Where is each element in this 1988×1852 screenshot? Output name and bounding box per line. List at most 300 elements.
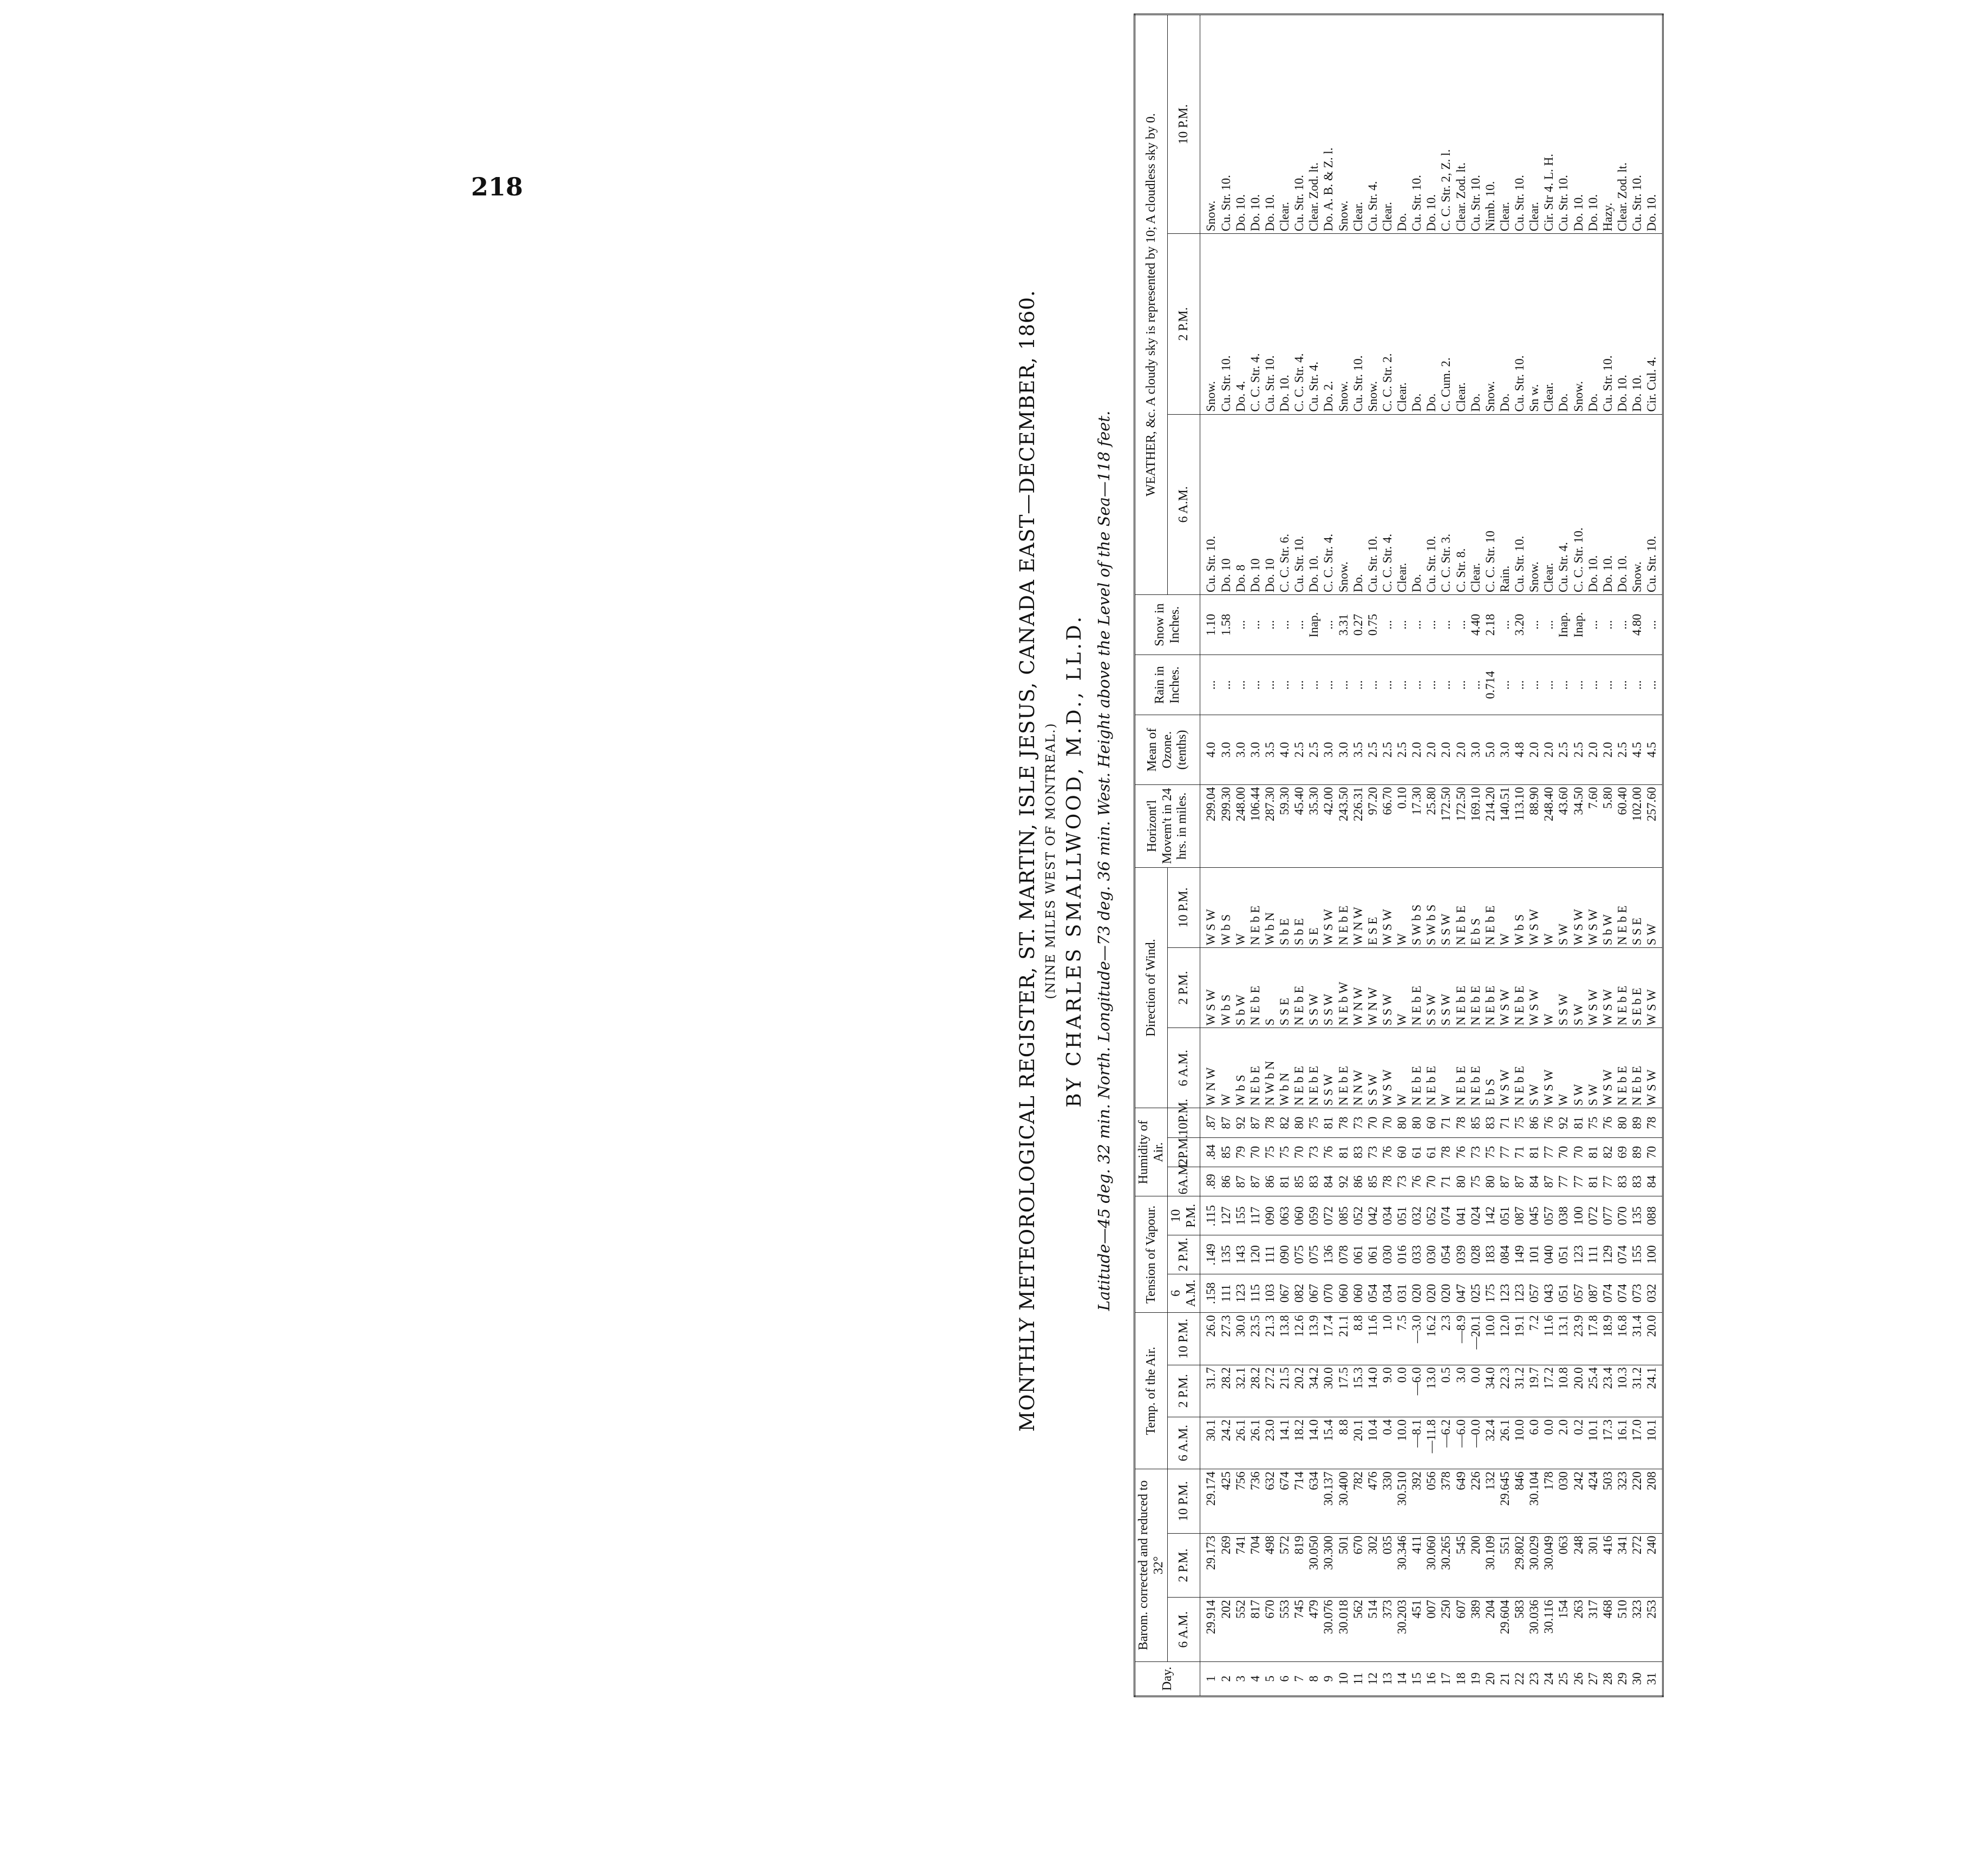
table-cell: 020	[1438, 1274, 1453, 1313]
table-cell: 299.04	[1200, 784, 1219, 867]
table-cell: 30.060	[1424, 1533, 1438, 1598]
table-cell: ...	[1409, 655, 1424, 715]
table-cell: ...	[1248, 595, 1263, 655]
table-cell: Clear. Zod. lt.	[1306, 15, 1321, 234]
table-cell: W N W	[1365, 948, 1380, 1028]
table-cell: 3.0	[1248, 715, 1263, 784]
table-cell: 3.0	[1497, 715, 1512, 784]
table-cell: 87	[1248, 1167, 1263, 1196]
table-row	[1497, 15, 1512, 1697]
table-cell: Clear.	[1380, 15, 1395, 234]
table-cell: 86	[1527, 1108, 1541, 1137]
table-cell: 103	[1263, 1274, 1277, 1313]
table-cell: Do. 10	[1248, 414, 1263, 594]
table-cell: 9.0	[1380, 1365, 1395, 1417]
table-cell: W N W	[1200, 1028, 1219, 1108]
table-cell: 501	[1336, 1533, 1351, 1598]
table-cell: 10.8	[1556, 1365, 1571, 1417]
table-cell: 087	[1512, 1196, 1527, 1235]
table-cell: Cu. Str. 10.	[1512, 414, 1527, 594]
header-wind-6am: 6 A.M.	[1168, 1028, 1200, 1108]
table-cell: 2.5	[1380, 715, 1395, 784]
table-cell: 81	[1527, 1137, 1541, 1167]
table-cell: 061	[1365, 1235, 1380, 1274]
table-cell: C. C. Str. 4.	[1321, 414, 1336, 594]
table-cell: Do. 10.	[1600, 414, 1615, 594]
table-cell: 30.400	[1336, 1469, 1351, 1534]
table-cell: 3.0	[1336, 715, 1351, 784]
table-row	[1306, 15, 1321, 1697]
table-cell: N E b W	[1336, 948, 1351, 1028]
table-cell: 172.50	[1438, 784, 1453, 867]
table-cell: 2.0	[1541, 715, 1556, 784]
table-cell: Clear.	[1541, 234, 1556, 414]
table-cell: 087	[1586, 1274, 1600, 1313]
table-row	[1527, 15, 1541, 1697]
table-cell: 072	[1321, 1196, 1336, 1235]
table-cell: 73	[1351, 1108, 1365, 1137]
table-cell: 149	[1512, 1235, 1527, 1274]
table-cell: 6.0	[1527, 1417, 1541, 1469]
table-cell: Snow.	[1336, 234, 1351, 414]
table-cell: 71	[1438, 1108, 1453, 1137]
table-cell: N E b E	[1292, 1028, 1306, 1108]
table-cell: ...	[1556, 655, 1571, 715]
table-cell: 7.60	[1586, 784, 1600, 867]
table-cell: 85	[1292, 1167, 1306, 1196]
table-cell: 18.2	[1292, 1417, 1306, 1469]
table-cell: 553	[1277, 1598, 1292, 1662]
table-cell: Snow.	[1483, 234, 1497, 414]
header-vapour-2pm: 2 P.M.	[1168, 1235, 1200, 1274]
table-cell: 057	[1541, 1196, 1556, 1235]
table-cell: 4	[1248, 1661, 1263, 1696]
table-cell: 88.90	[1527, 784, 1541, 867]
table-cell: 2.5	[1615, 715, 1630, 784]
table-cell: 341	[1615, 1533, 1630, 1598]
table-cell: 0.27	[1351, 595, 1365, 655]
table-cell: 634	[1306, 1469, 1321, 1534]
table-cell: 074	[1615, 1274, 1630, 1313]
table-cell: 070	[1615, 1196, 1630, 1235]
table-cell: 70	[1248, 1137, 1263, 1167]
table-cell: 75	[1483, 1137, 1497, 1167]
table-cell: 26.0	[1200, 1313, 1219, 1365]
table-cell: 78	[1438, 1137, 1453, 1167]
table-cell: 3	[1233, 1661, 1248, 1696]
table-cell: 077	[1600, 1196, 1615, 1235]
table-cell: 051	[1395, 1196, 1409, 1235]
table-cell: 92	[1336, 1167, 1351, 1196]
table-cell: ...	[1615, 595, 1630, 655]
table-cell: 143	[1233, 1235, 1248, 1274]
table-cell: Cu. Str. 10.	[1292, 414, 1306, 594]
table-cell: S	[1263, 948, 1277, 1028]
table-cell: W S W	[1497, 1028, 1512, 1108]
table-cell: 416	[1600, 1533, 1615, 1598]
table-cell: 30.076	[1321, 1598, 1336, 1662]
table-cell: Cu. Str. 10.	[1644, 414, 1663, 594]
table-cell: 7.5	[1395, 1313, 1409, 1365]
table-cell: 70	[1380, 1108, 1395, 1137]
table-cell: 20.1	[1351, 1417, 1365, 1469]
table-cell: 35.30	[1306, 784, 1321, 867]
table-cell: Cu. Str. 10.	[1219, 15, 1233, 234]
table-cell: W S W	[1644, 948, 1663, 1028]
table-cell: 061	[1351, 1235, 1365, 1274]
table-cell: 051	[1497, 1196, 1512, 1235]
table-cell: Do. 10.	[1424, 15, 1438, 234]
table-cell: 86	[1263, 1167, 1277, 1196]
table-cell: 30.018	[1336, 1598, 1351, 1662]
table-cell: 031	[1395, 1274, 1409, 1313]
table-row	[1438, 15, 1453, 1697]
table-cell: N E b E	[1483, 867, 1497, 947]
table-cell: Do. 10.	[1571, 15, 1586, 234]
table-cell: 10.0	[1512, 1417, 1527, 1469]
table-cell: C. C. Str. 3.	[1438, 414, 1453, 594]
table-cell: Do. 4.	[1233, 234, 1248, 414]
table-cell: .115	[1200, 1196, 1219, 1235]
table-cell: 034	[1380, 1196, 1395, 1235]
table-cell: W	[1497, 867, 1512, 947]
table-cell: Cu. Str. 10.	[1512, 15, 1527, 234]
table-cell: 5.0	[1483, 715, 1497, 784]
table-cell: 287.30	[1263, 784, 1277, 867]
table-row	[1336, 15, 1351, 1697]
table-cell: 1	[1200, 1661, 1219, 1696]
table-cell: Do.	[1409, 414, 1424, 594]
table-cell: 142	[1483, 1196, 1497, 1235]
table-cell: 75	[1586, 1108, 1600, 1137]
table-cell: Clear. Zod. lt.	[1615, 15, 1630, 234]
table-cell: Clear.	[1527, 15, 1541, 234]
table-cell: W	[1233, 867, 1248, 947]
table-cell: 17.5	[1336, 1365, 1351, 1417]
table-cell: W S W	[1380, 867, 1395, 947]
table-cell: 70	[1365, 1108, 1380, 1137]
table-cell: 15	[1409, 1661, 1424, 1696]
table-cell: 070	[1321, 1274, 1336, 1313]
table-cell: ...	[1395, 595, 1409, 655]
table-cell: Clear.	[1395, 234, 1409, 414]
table-cell: 200	[1468, 1533, 1483, 1598]
table-cell: S S E	[1277, 948, 1292, 1028]
table-cell: Snow.	[1336, 414, 1351, 594]
table-cell: 253	[1644, 1598, 1663, 1662]
table-cell: W b S	[1512, 867, 1527, 947]
table-cell: 27.3	[1219, 1313, 1233, 1365]
header-ozone: Mean of Ozone. (tenths)	[1135, 715, 1200, 784]
table-cell: 79	[1233, 1137, 1248, 1167]
table-cell: Clear.	[1454, 234, 1468, 414]
table-cell: 272	[1630, 1533, 1644, 1598]
table-cell: 21	[1497, 1661, 1512, 1696]
table-cell: 2.5	[1571, 715, 1586, 784]
table-cell: 817	[1248, 1598, 1263, 1662]
table-cell: 80	[1615, 1108, 1630, 1137]
table-cell: 451	[1409, 1598, 1424, 1662]
table-cell: 77	[1541, 1137, 1556, 1167]
table-cell: 736	[1248, 1469, 1263, 1534]
table-cell: 81	[1586, 1137, 1600, 1167]
table-cell: 2.3	[1438, 1313, 1453, 1365]
table-cell: ...	[1233, 655, 1248, 715]
table-cell: 30	[1630, 1661, 1644, 1696]
table-cell: 0.0	[1541, 1417, 1556, 1469]
table-cell: 70	[1571, 1137, 1586, 1167]
table-cell: 87	[1219, 1108, 1233, 1137]
table-cell: 21.1	[1336, 1313, 1351, 1365]
table-cell: 27.2	[1263, 1365, 1277, 1417]
table-cell: W	[1395, 867, 1409, 947]
table-cell: —6.2	[1438, 1417, 1453, 1469]
table-cell: 269	[1219, 1533, 1233, 1598]
table-cell: 16	[1424, 1661, 1438, 1696]
table-cell: ...	[1321, 655, 1336, 715]
table-cell: ...	[1263, 655, 1277, 715]
header-horizontal-movement: Horizont'l Movem't in 24 hrs. in miles.	[1135, 784, 1200, 867]
table-cell: —20.1	[1468, 1313, 1483, 1365]
table-cell: 75	[1277, 1137, 1292, 1167]
table-cell: 063	[1277, 1196, 1292, 1235]
table-cell: W b N	[1277, 1028, 1292, 1108]
table-cell: 10	[1336, 1661, 1351, 1696]
table-cell: 23.9	[1571, 1313, 1586, 1365]
table-cell: N E b E	[1512, 948, 1527, 1028]
table-cell: ...	[1380, 595, 1395, 655]
table-row	[1586, 15, 1600, 1697]
table-cell: 29.914	[1200, 1598, 1219, 1662]
table-cell: Do.	[1586, 234, 1600, 414]
table-cell: Do.	[1468, 234, 1483, 414]
table-cell: Snow.	[1571, 234, 1586, 414]
table-cell: C. Cum. 2.	[1438, 234, 1453, 414]
table-cell: Do. 10.	[1306, 414, 1321, 594]
table-cell: 8	[1306, 1661, 1321, 1696]
table-cell: 81	[1321, 1108, 1336, 1137]
location-line: Latitude—45 deg. 32 min. North. Longitude—73 deg. 36 min. West. Height above the Level of the Sea—118 feet.	[1095, 410, 1113, 1311]
table-cell: W	[1395, 948, 1409, 1028]
table-cell: Cu. Str. 10.	[1292, 15, 1306, 234]
table-cell: N E b E	[1615, 1028, 1630, 1108]
table-cell: 43.60	[1556, 784, 1571, 867]
table-cell: 70	[1292, 1137, 1306, 1167]
table-cell: ...	[1512, 655, 1527, 715]
table-row	[1541, 15, 1556, 1697]
table-cell: Snow.	[1200, 234, 1219, 414]
table-cell: 030	[1380, 1235, 1395, 1274]
table-cell: 136	[1321, 1235, 1336, 1274]
table-cell: Do.	[1497, 234, 1512, 414]
table-cell: S W	[1556, 867, 1571, 947]
table-cell: Do. 10.	[1263, 15, 1277, 234]
table-cell: 30.0	[1233, 1313, 1248, 1365]
table-cell: N E b E	[1292, 948, 1306, 1028]
table-cell: 13.9	[1306, 1313, 1321, 1365]
table-cell: 248	[1571, 1533, 1586, 1598]
table-cell: W b N	[1263, 867, 1277, 947]
table-cell: ...	[1527, 655, 1541, 715]
table-cell: 78	[1263, 1108, 1277, 1137]
table-cell: 007	[1424, 1598, 1438, 1662]
table-cell: 84	[1644, 1167, 1663, 1196]
header-vapour-6am: 6 A.M.	[1168, 1274, 1200, 1313]
table-cell: 4.0	[1200, 715, 1219, 784]
table-cell: ...	[1600, 655, 1615, 715]
table-cell: W S W	[1541, 1028, 1556, 1108]
table-cell: 172.50	[1454, 784, 1468, 867]
table-cell: Snow.	[1336, 15, 1351, 234]
table-cell: S W b S	[1424, 867, 1438, 947]
table-cell: 2.0	[1556, 1417, 1571, 1469]
table-cell: 19	[1468, 1661, 1483, 1696]
table-cell: 71	[1497, 1108, 1512, 1137]
table-cell: S S W	[1438, 948, 1453, 1028]
table-cell: 13.8	[1277, 1313, 1292, 1365]
table-cell: .158	[1200, 1274, 1219, 1313]
table-cell: ...	[1263, 595, 1277, 655]
header-temp-6am: 6 A.M.	[1168, 1417, 1200, 1469]
table-cell: N E b E	[1468, 1028, 1483, 1108]
table-cell: 83	[1630, 1167, 1644, 1196]
header-vapour-tension: Tension of Vapour.	[1135, 1196, 1168, 1313]
table-cell: N E b E	[1248, 867, 1263, 947]
table-cell: 782	[1351, 1469, 1365, 1534]
table-cell: W	[1541, 867, 1556, 947]
table-cell: 29.174	[1200, 1469, 1219, 1534]
table-cell: 34.0	[1483, 1365, 1497, 1417]
table-cell: 75	[1306, 1108, 1321, 1137]
table-cell: 0.2	[1571, 1417, 1586, 1469]
table-cell: 063	[1556, 1533, 1571, 1598]
table-cell: 24.2	[1219, 1417, 1233, 1469]
table-cell: 054	[1365, 1274, 1380, 1313]
author-line: BY CHARLES SMALLWOOD, M.D., LL.D.	[1063, 614, 1085, 1108]
table-cell: Rain.	[1497, 414, 1512, 594]
table-cell: —11.8	[1424, 1417, 1438, 1469]
table-cell: ...	[1248, 655, 1263, 715]
table-cell: 28.2	[1248, 1365, 1263, 1417]
table-row	[1200, 15, 1219, 1697]
table-cell: 86	[1219, 1167, 1233, 1196]
table-cell: Cu. Str. 10.	[1600, 234, 1615, 414]
table-cell: 60	[1395, 1137, 1409, 1167]
table-cell: Cu. Str. 10.	[1219, 234, 1233, 414]
table-cell: 15.3	[1351, 1365, 1365, 1417]
table-cell: 226.31	[1351, 784, 1365, 867]
table-cell: 2.0	[1586, 715, 1600, 784]
table-cell: W	[1541, 948, 1556, 1028]
table-row	[1483, 15, 1497, 1697]
table-cell: 20.2	[1292, 1365, 1306, 1417]
table-cell: 115	[1248, 1274, 1263, 1313]
table-cell: 78	[1380, 1167, 1395, 1196]
table-cell: 13	[1380, 1661, 1395, 1696]
table-cell: ...	[1541, 595, 1556, 655]
table-cell: ...	[1200, 655, 1219, 715]
table-cell: 16.1	[1615, 1417, 1630, 1469]
table-cell: ...	[1630, 655, 1644, 715]
table-cell: 78	[1454, 1108, 1468, 1137]
table-cell: ...	[1424, 595, 1438, 655]
table-cell: ...	[1380, 655, 1395, 715]
table-cell: 204	[1483, 1598, 1497, 1662]
header-humidity-2pm: 2P.M.	[1168, 1137, 1200, 1167]
table-cell: Do. A. B. & Z. l.	[1321, 15, 1336, 234]
table-cell: N E b E	[1409, 948, 1424, 1028]
table-row	[1351, 15, 1365, 1697]
table-cell: 27	[1586, 1661, 1600, 1696]
table-row	[1512, 15, 1527, 1697]
table-row	[1409, 15, 1424, 1697]
table-cell: ...	[1277, 655, 1292, 715]
table-cell: ...	[1219, 655, 1233, 715]
table-cell: 73	[1306, 1137, 1321, 1167]
table-cell: E b S	[1483, 1028, 1497, 1108]
table-cell: ...	[1497, 655, 1512, 715]
table-cell: 0.5	[1438, 1365, 1453, 1417]
table-cell: 498	[1263, 1533, 1277, 1598]
table-cell: 572	[1277, 1533, 1292, 1598]
table-cell: 80	[1454, 1167, 1468, 1196]
table-cell: 3.31	[1336, 595, 1351, 655]
table-cell: 562	[1351, 1598, 1365, 1662]
table-cell: 23.5	[1248, 1313, 1263, 1365]
table-cell: 8.8	[1336, 1417, 1351, 1469]
table-cell: 23	[1527, 1661, 1541, 1696]
table-cell: 670	[1263, 1598, 1277, 1662]
table-cell: 80	[1409, 1108, 1424, 1137]
table-cell: 8.8	[1351, 1313, 1365, 1365]
table-cell: S b W	[1233, 948, 1248, 1028]
table-cell: Do.	[1351, 414, 1365, 594]
table-cell: 23.0	[1263, 1417, 1277, 1469]
table-cell: 71	[1512, 1137, 1527, 1167]
table-cell: ...	[1454, 595, 1468, 655]
table-cell: Clear.	[1395, 414, 1409, 594]
table-cell: 030	[1424, 1235, 1438, 1274]
table-cell: 7	[1292, 1661, 1306, 1696]
table-cell: W	[1395, 1028, 1409, 1108]
table-cell: Cu. Str. 10.	[1409, 15, 1424, 234]
table-cell: Sn w.	[1527, 234, 1541, 414]
table-cell: 75	[1468, 1167, 1483, 1196]
table-row	[1454, 15, 1468, 1697]
table-cell: Snow.	[1527, 414, 1541, 594]
header-humidity-10pm: 10P.M.	[1168, 1108, 1200, 1137]
table-cell: 10.1	[1586, 1417, 1600, 1469]
table-cell: 17.8	[1586, 1313, 1600, 1365]
table-cell: ...	[1233, 595, 1248, 655]
header-wind-2pm: 2 P.M.	[1168, 948, 1200, 1028]
table-cell: —3.0	[1409, 1313, 1424, 1365]
table-cell: Do. 10	[1219, 414, 1233, 594]
table-cell: Hazy.	[1600, 15, 1615, 234]
table-cell: 14.0	[1306, 1417, 1321, 1469]
table-row	[1380, 15, 1395, 1697]
table-cell: ...	[1409, 595, 1424, 655]
table-cell: N E b E	[1483, 948, 1497, 1028]
table-cell: 551	[1497, 1533, 1512, 1598]
table-cell: 30.029	[1527, 1533, 1541, 1598]
table-row	[1630, 15, 1644, 1697]
table-cell: 034	[1380, 1274, 1395, 1313]
table-cell: 111	[1219, 1274, 1233, 1313]
table-cell: .84	[1200, 1137, 1219, 1167]
table-cell: 140.51	[1497, 784, 1512, 867]
table-cell: 389	[1468, 1598, 1483, 1662]
